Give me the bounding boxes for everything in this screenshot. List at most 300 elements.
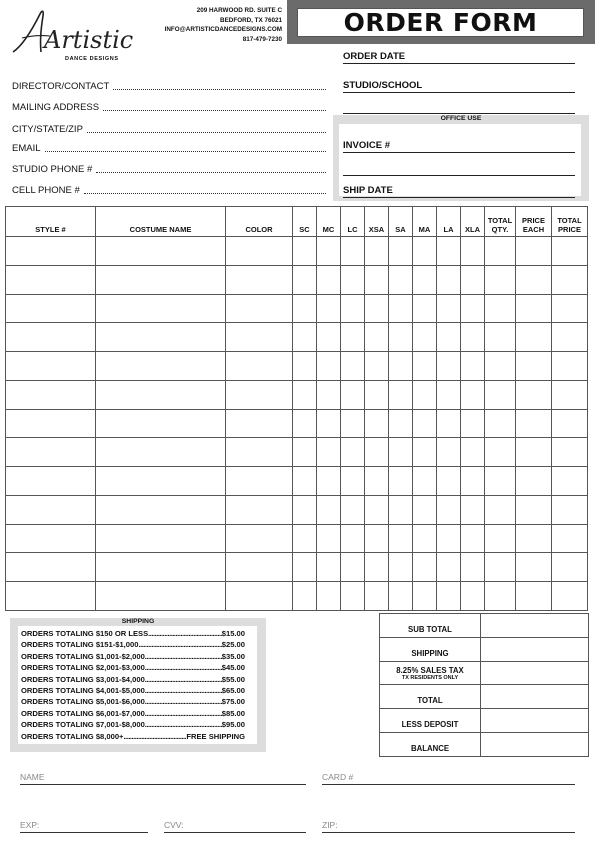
table-row xyxy=(6,438,588,467)
order-cell[interactable] xyxy=(365,294,389,323)
shipping-rate-row xyxy=(21,696,245,707)
deposit-value[interactable] xyxy=(481,709,589,733)
order-cell[interactable] xyxy=(341,524,365,553)
order-cell[interactable] xyxy=(552,323,588,352)
order-cell[interactable] xyxy=(485,438,516,467)
order-cell[interactable] xyxy=(461,409,485,438)
email-label: EMAIL xyxy=(12,143,41,154)
order-table-body xyxy=(6,237,588,611)
cell-phone-field[interactable] xyxy=(12,185,326,196)
order-cell[interactable] xyxy=(461,380,485,409)
order-cell[interactable] xyxy=(293,352,317,381)
order-cell[interactable] xyxy=(437,265,461,294)
order-cell[interactable] xyxy=(365,237,389,266)
payment-name-field[interactable]: NAME xyxy=(20,772,306,785)
order-cell[interactable] xyxy=(96,438,226,467)
order-cell[interactable] xyxy=(437,582,461,611)
order-cell[interactable] xyxy=(485,265,516,294)
order-cell[interactable] xyxy=(6,294,96,323)
table-row xyxy=(6,323,588,352)
order-cell[interactable] xyxy=(552,409,588,438)
order-cell[interactable] xyxy=(226,495,293,524)
table-row xyxy=(6,582,588,611)
order-cell[interactable] xyxy=(516,467,552,496)
col-header: XSA xyxy=(365,207,389,237)
table-row xyxy=(6,237,588,266)
shipping-rate-label: ORDERS TOTALING $150 OR LESS xyxy=(21,629,149,638)
balance-label: BALANCE xyxy=(380,732,481,756)
order-cell[interactable] xyxy=(552,553,588,582)
shipping-rate-row xyxy=(21,628,245,639)
order-cell[interactable] xyxy=(293,553,317,582)
order-cell[interactable] xyxy=(552,438,588,467)
order-cell[interactable] xyxy=(341,582,365,611)
order-cell[interactable] xyxy=(341,380,365,409)
mailing-line[interactable] xyxy=(103,103,326,111)
col-header: MA xyxy=(413,207,437,237)
order-cell[interactable] xyxy=(389,438,413,467)
order-cell[interactable] xyxy=(293,582,317,611)
order-cell[interactable] xyxy=(485,409,516,438)
order-cell[interactable] xyxy=(365,265,389,294)
order-cell[interactable] xyxy=(461,524,485,553)
order-cell[interactable] xyxy=(365,524,389,553)
address-line1: 209 HARWOOD RD. SUITE C xyxy=(196,7,282,14)
order-cell[interactable] xyxy=(461,294,485,323)
total-value[interactable] xyxy=(481,685,589,709)
shipping-rate-label: ORDERS TOTALING $8,000+ xyxy=(21,731,124,741)
order-cell[interactable] xyxy=(552,352,588,381)
balance-row xyxy=(380,732,589,756)
order-cell[interactable] xyxy=(341,323,365,352)
col-header: LC xyxy=(341,207,365,237)
order-cell[interactable] xyxy=(226,265,293,294)
tax-value[interactable] xyxy=(481,661,589,685)
order-cell[interactable] xyxy=(6,524,96,553)
shipping-rate-row xyxy=(21,639,245,650)
order-cell[interactable] xyxy=(485,553,516,582)
order-cell[interactable] xyxy=(341,495,365,524)
shipping-rate-price: $95.00 xyxy=(221,720,245,730)
order-cell[interactable] xyxy=(389,582,413,611)
order-cell[interactable] xyxy=(365,323,389,352)
col-header: LA xyxy=(437,207,461,237)
order-cell[interactable] xyxy=(485,380,516,409)
order-cell[interactable] xyxy=(293,237,317,266)
order-cell[interactable] xyxy=(317,294,341,323)
order-cell[interactable] xyxy=(6,380,96,409)
order-cell[interactable] xyxy=(516,323,552,352)
order-cell[interactable] xyxy=(96,409,226,438)
order-cell[interactable] xyxy=(461,467,485,496)
order-cell[interactable] xyxy=(516,438,552,467)
order-cell[interactable] xyxy=(6,582,96,611)
order-cell[interactable] xyxy=(6,409,96,438)
order-cell[interactable] xyxy=(552,467,588,496)
order-cell[interactable] xyxy=(317,467,341,496)
tax-cell xyxy=(380,661,481,685)
shipping-rate-row xyxy=(21,708,245,719)
order-cell[interactable] xyxy=(461,438,485,467)
shipping-rate-price: $55.00 xyxy=(221,674,245,684)
invoice-field[interactable]: INVOICE # xyxy=(343,140,575,153)
order-cell[interactable] xyxy=(226,524,293,553)
shipping-rate-label: ORDERS TOTALING $5,001-$6,000 xyxy=(21,697,145,707)
order-cell[interactable] xyxy=(437,380,461,409)
col-header: MC xyxy=(317,207,341,237)
order-cell[interactable] xyxy=(389,323,413,352)
order-cell[interactable] xyxy=(552,582,588,611)
studio-phone-line[interactable] xyxy=(96,165,326,173)
order-cell[interactable] xyxy=(293,380,317,409)
shipping-rate-row xyxy=(21,685,245,696)
order-cell[interactable] xyxy=(413,524,437,553)
order-cell[interactable] xyxy=(317,438,341,467)
tax-row xyxy=(380,661,589,685)
order-cell[interactable] xyxy=(552,495,588,524)
order-cell[interactable] xyxy=(96,495,226,524)
order-cell[interactable] xyxy=(6,553,96,582)
shipping-rate-label: ORDERS TOTALING $3,001-$4,000 xyxy=(21,674,145,684)
balance-value[interactable] xyxy=(481,732,589,756)
order-cell[interactable] xyxy=(365,352,389,381)
order-cell[interactable] xyxy=(516,409,552,438)
order-cell[interactable] xyxy=(341,265,365,294)
ship-date-field[interactable]: SHIP DATE xyxy=(343,185,575,198)
shipping-rate-leader xyxy=(145,696,222,707)
order-cell[interactable] xyxy=(516,495,552,524)
col-header: XLA xyxy=(461,207,485,237)
order-cell[interactable] xyxy=(485,524,516,553)
order-cell[interactable] xyxy=(461,237,485,266)
order-cell[interactable] xyxy=(437,553,461,582)
order-cell[interactable] xyxy=(365,467,389,496)
table-row xyxy=(6,553,588,582)
order-cell[interactable] xyxy=(389,467,413,496)
shipping-rate-price: FREE SHIPPING xyxy=(186,731,245,741)
order-cell[interactable] xyxy=(341,237,365,266)
tax-label: 8.25% SALES TAX xyxy=(396,666,464,676)
payment-cvv-field[interactable]: CVV: xyxy=(164,820,306,833)
mailing-field[interactable] xyxy=(12,102,326,113)
email-line[interactable] xyxy=(45,144,326,152)
table-row xyxy=(6,409,588,438)
order-cell[interactable] xyxy=(485,323,516,352)
order-cell[interactable] xyxy=(365,582,389,611)
order-cell[interactable] xyxy=(461,265,485,294)
order-cell[interactable] xyxy=(389,294,413,323)
shipping-rate-label: ORDERS TOTALING $2,001-$3,000 xyxy=(21,663,145,673)
order-cell[interactable] xyxy=(485,495,516,524)
address-line2: BEDFORD, TX 76021 xyxy=(220,16,282,24)
shipping-rate-price: $15.00 xyxy=(221,629,245,638)
shipping-rate-leader xyxy=(145,662,222,673)
order-cell[interactable] xyxy=(437,438,461,467)
order-cell[interactable] xyxy=(341,467,365,496)
order-cell[interactable] xyxy=(413,237,437,266)
address-phone: 817-479-7230 xyxy=(242,35,282,43)
order-cell[interactable] xyxy=(226,467,293,496)
shipping-rate-label: ORDERS TOTALING $1,001-$2,000 xyxy=(21,651,145,661)
order-cell[interactable] xyxy=(389,265,413,294)
order-cell[interactable] xyxy=(96,237,226,266)
order-cell[interactable] xyxy=(365,409,389,438)
order-cell[interactable] xyxy=(413,467,437,496)
order-cell[interactable] xyxy=(389,352,413,381)
shipping-rate-price: $35.00 xyxy=(221,651,245,661)
order-cell[interactable] xyxy=(293,265,317,294)
order-cell[interactable] xyxy=(389,524,413,553)
order-cell[interactable] xyxy=(96,524,226,553)
col-header: SC xyxy=(293,207,317,237)
shipping-rate-price: $25.00 xyxy=(221,640,245,650)
order-cell[interactable] xyxy=(96,553,226,582)
order-cell[interactable] xyxy=(293,409,317,438)
order-cell[interactable] xyxy=(437,495,461,524)
order-cell[interactable] xyxy=(317,553,341,582)
order-cell[interactable] xyxy=(552,237,588,266)
order-cell[interactable] xyxy=(317,265,341,294)
order-cell[interactable] xyxy=(96,467,226,496)
order-cell[interactable] xyxy=(485,467,516,496)
order-cell[interactable] xyxy=(552,524,588,553)
order-cell[interactable] xyxy=(413,352,437,381)
shipping-title: SHIPPING xyxy=(121,618,155,625)
col-header: STYLE # xyxy=(6,207,96,237)
order-cell[interactable] xyxy=(6,352,96,381)
subtotal-row xyxy=(380,614,589,638)
order-cell[interactable] xyxy=(317,323,341,352)
order-cell[interactable] xyxy=(516,524,552,553)
shipping-rate-price: $85.00 xyxy=(221,708,245,718)
order-cell[interactable] xyxy=(461,582,485,611)
subtotal-label: SUB TOTAL xyxy=(380,614,481,638)
shipping-rate-leader xyxy=(138,639,221,650)
order-cell[interactable] xyxy=(461,553,485,582)
shipping-rate-row xyxy=(21,662,245,673)
studio-school-line2[interactable] xyxy=(343,100,575,114)
order-cell[interactable] xyxy=(516,265,552,294)
order-cell[interactable] xyxy=(413,495,437,524)
studio-phone-field[interactable] xyxy=(12,164,326,175)
order-cell[interactable] xyxy=(6,265,96,294)
shipping-rate-label: ORDERS TOTALING $7,001-$8,000 xyxy=(21,720,145,730)
col-header: SA xyxy=(389,207,413,237)
order-cell[interactable] xyxy=(516,237,552,266)
order-cell[interactable] xyxy=(6,495,96,524)
shipping-rate-price: $75.00 xyxy=(221,697,245,707)
order-cell[interactable] xyxy=(365,380,389,409)
city-field[interactable] xyxy=(12,124,326,135)
order-cell[interactable] xyxy=(461,495,485,524)
order-cell[interactable] xyxy=(389,553,413,582)
order-cell[interactable] xyxy=(226,323,293,352)
order-cell[interactable] xyxy=(413,582,437,611)
shipping-rate-price: $65.00 xyxy=(221,685,245,695)
order-cell[interactable] xyxy=(485,294,516,323)
order-cell[interactable] xyxy=(96,323,226,352)
invoice-line2[interactable] xyxy=(343,162,575,176)
order-cell[interactable] xyxy=(293,495,317,524)
order-cell[interactable] xyxy=(516,582,552,611)
col-header: PRICE EACH xyxy=(516,207,552,237)
order-cell[interactable] xyxy=(413,380,437,409)
order-date-field[interactable]: ORDER DATE xyxy=(343,51,575,64)
shipping-rate-leader xyxy=(148,628,222,639)
order-cell[interactable] xyxy=(365,438,389,467)
order-cell[interactable] xyxy=(226,352,293,381)
col-header: COLOR xyxy=(226,207,293,237)
order-cell[interactable] xyxy=(317,237,341,266)
shipping-label: SHIPPING xyxy=(380,637,481,661)
order-cell[interactable] xyxy=(365,553,389,582)
order-cell[interactable] xyxy=(341,438,365,467)
order-cell[interactable] xyxy=(485,582,516,611)
order-cell[interactable] xyxy=(6,467,96,496)
order-cell[interactable] xyxy=(552,265,588,294)
deposit-row xyxy=(380,709,589,733)
order-cell[interactable] xyxy=(413,323,437,352)
order-cell[interactable] xyxy=(365,495,389,524)
order-cell[interactable] xyxy=(96,582,226,611)
order-cell[interactable] xyxy=(226,237,293,266)
total-label: TOTAL xyxy=(380,685,481,709)
shipping-rate-label: ORDERS TOTALING $4,001-$5,000 xyxy=(21,685,145,695)
order-cell[interactable] xyxy=(226,380,293,409)
order-cell[interactable] xyxy=(226,409,293,438)
order-cell[interactable] xyxy=(317,409,341,438)
col-header: TOTAL QTY. xyxy=(485,207,516,237)
cell-phone-line[interactable] xyxy=(84,186,326,194)
director-field[interactable] xyxy=(12,81,326,92)
shipping-rate-leader xyxy=(145,674,222,685)
order-cell[interactable] xyxy=(413,438,437,467)
order-cell[interactable] xyxy=(516,380,552,409)
order-cell[interactable] xyxy=(437,294,461,323)
order-cell[interactable] xyxy=(516,294,552,323)
order-cell[interactable] xyxy=(485,237,516,266)
order-cell[interactable] xyxy=(437,237,461,266)
order-cell[interactable] xyxy=(461,323,485,352)
logo-script-text: Artistic xyxy=(44,26,134,54)
page-title: ORDER FORM xyxy=(297,8,584,37)
order-cell[interactable] xyxy=(413,553,437,582)
order-cell[interactable] xyxy=(96,294,226,323)
order-cell[interactable] xyxy=(96,265,226,294)
order-cell[interactable] xyxy=(341,352,365,381)
company-logo xyxy=(10,8,135,74)
subtotal-value[interactable] xyxy=(481,614,589,638)
col-header: TOTAL PRICE xyxy=(552,207,588,237)
order-cell[interactable] xyxy=(293,294,317,323)
table-row xyxy=(6,380,588,409)
order-cell[interactable] xyxy=(413,265,437,294)
order-cell[interactable] xyxy=(437,323,461,352)
order-cell[interactable] xyxy=(341,409,365,438)
total-row xyxy=(380,685,589,709)
order-cell[interactable] xyxy=(6,323,96,352)
tax-note: TX RESIDENTS ONLY xyxy=(401,675,459,682)
city-line[interactable] xyxy=(87,125,326,133)
shipping-value[interactable] xyxy=(481,637,589,661)
order-cell[interactable] xyxy=(516,553,552,582)
order-cell[interactable] xyxy=(293,323,317,352)
order-cell[interactable] xyxy=(226,294,293,323)
order-cell[interactable] xyxy=(293,438,317,467)
payment-zip-field[interactable]: ZIP: xyxy=(322,820,575,833)
email-field[interactable] xyxy=(12,143,326,154)
order-table-header xyxy=(6,207,588,237)
studio-phone-label: STUDIO PHONE # xyxy=(12,164,93,175)
order-cell[interactable] xyxy=(317,380,341,409)
order-cell[interactable] xyxy=(96,352,226,381)
shipping-rate-row xyxy=(21,651,245,662)
order-cell[interactable] xyxy=(6,438,96,467)
order-cell[interactable] xyxy=(552,294,588,323)
order-cell[interactable] xyxy=(437,524,461,553)
order-cell[interactable] xyxy=(317,524,341,553)
order-cell[interactable] xyxy=(226,553,293,582)
order-cell[interactable] xyxy=(317,352,341,381)
cell-phone-label: CELL PHONE # xyxy=(12,185,80,196)
mailing-label: MAILING ADDRESS xyxy=(12,102,100,113)
shipping-rate-leader xyxy=(123,731,186,742)
order-cell[interactable] xyxy=(226,438,293,467)
table-row xyxy=(6,294,588,323)
logo-subtitle: DANCE DESIGNS xyxy=(65,56,119,62)
payment-card-field[interactable]: CARD # xyxy=(322,772,575,785)
order-cell[interactable] xyxy=(413,294,437,323)
order-cell[interactable] xyxy=(226,582,293,611)
order-cell[interactable] xyxy=(485,352,516,381)
city-label: CITY/STATE/ZIP xyxy=(12,124,83,135)
office-use-label: OFFICE USE xyxy=(440,115,482,122)
order-cell[interactable] xyxy=(293,467,317,496)
payment-exp-field[interactable]: EXP: xyxy=(20,820,148,833)
order-cell[interactable] xyxy=(317,495,341,524)
order-cell[interactable] xyxy=(461,352,485,381)
order-cell[interactable] xyxy=(6,237,96,266)
director-line[interactable] xyxy=(113,82,326,90)
order-cell[interactable] xyxy=(389,495,413,524)
deposit-label: LESS DEPOSIT xyxy=(380,709,481,733)
order-cell[interactable] xyxy=(341,294,365,323)
order-cell[interactable] xyxy=(389,380,413,409)
order-cell[interactable] xyxy=(389,409,413,438)
order-cell[interactable] xyxy=(293,524,317,553)
shipping-rate-leader xyxy=(145,719,222,730)
order-cell[interactable] xyxy=(552,380,588,409)
order-cell[interactable] xyxy=(96,380,226,409)
shipping-rate-row xyxy=(21,731,245,742)
shipping-rate-label: ORDERS TOTALING $6,001-$7,000 xyxy=(21,708,145,718)
order-cell[interactable] xyxy=(317,582,341,611)
shipping-row xyxy=(380,637,589,661)
address-email: INFO@ARTISTICDANCEDESIGNS.COM xyxy=(164,26,282,33)
shipping-rate-row xyxy=(21,719,245,730)
order-cell[interactable] xyxy=(437,352,461,381)
studio-school-field[interactable]: STUDIO/SCHOOL xyxy=(343,80,575,93)
order-cell[interactable] xyxy=(341,553,365,582)
order-cell[interactable] xyxy=(413,409,437,438)
table-row xyxy=(6,265,588,294)
order-cell[interactable] xyxy=(437,467,461,496)
order-cell[interactable] xyxy=(389,237,413,266)
logo-script-graphic xyxy=(10,8,135,60)
order-cell[interactable] xyxy=(437,409,461,438)
col-header: COSTUME NAME xyxy=(96,207,226,237)
order-cell[interactable] xyxy=(516,352,552,381)
